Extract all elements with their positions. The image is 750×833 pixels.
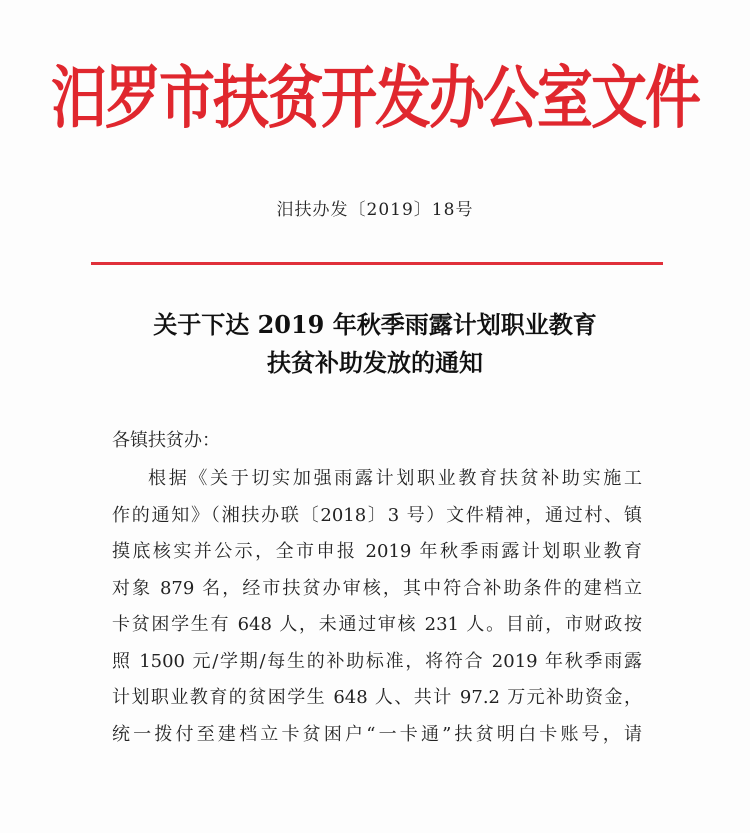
body-line-8: 统一拨付至建档立卡贫困户“一卡通”扶贫明白卡账号，请 bbox=[112, 723, 642, 745]
body-line-3: 摸底核实并公示，全市申报 2019 年秋季雨露计划职业教育 bbox=[112, 541, 642, 562]
body-line-4: 对象 879 名，经市扶贫办审核，其中符合补助条件的建档立 bbox=[112, 577, 642, 599]
body-line-5: 卡贫困学生有 648 人，未通过审核 231 人。目前，市财政按 bbox=[112, 614, 642, 635]
body-line-7: 计划职业教育的贫困学生 648 人、共计 97.2 万元补助资金， bbox=[112, 687, 642, 708]
document-header-title: 汨罗市扶贫开发办公室文件 bbox=[51, 58, 699, 139]
document-number: 汨扶办发〔2019〕18号 bbox=[276, 200, 474, 220]
addressee: 各镇扶贫办： bbox=[112, 430, 220, 451]
notice-title-line-2: 扶贫补助发放的通知 bbox=[267, 348, 483, 377]
body-line-2: 作的通知》（湘扶办联〔2018〕3 号）文件精神，通过村、镇 bbox=[112, 504, 642, 526]
notice-title bbox=[0, 306, 750, 382]
body-line-1: 根据《关于切实加强雨露计划职业教育扶贫补助实施工 bbox=[148, 468, 642, 489]
header-red-divider bbox=[91, 262, 663, 265]
notice-title-line-1: 关于下达 2019 年秋季雨露计划职业教育 bbox=[153, 310, 597, 339]
body-line-6: 照 1500 元/学期/每生的补助标准，将符合 2019 年秋季雨露 bbox=[112, 650, 642, 672]
body-paragraph bbox=[112, 461, 642, 753]
